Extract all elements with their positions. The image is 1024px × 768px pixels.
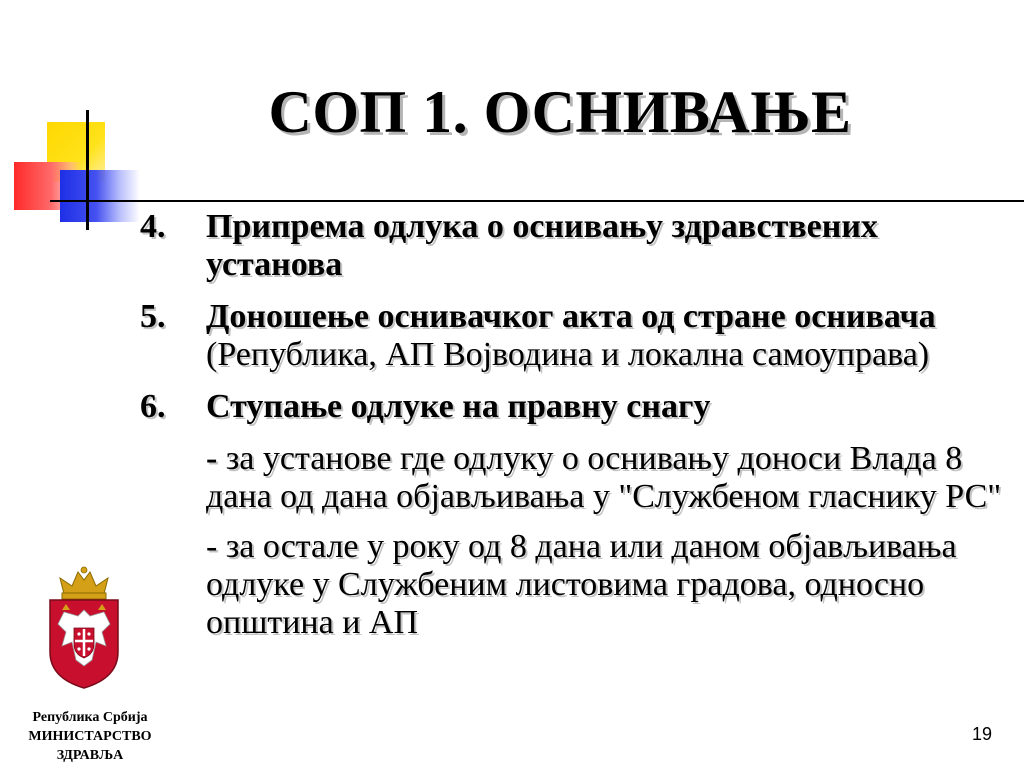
sub-item-text: за остале у року од 8 дана или даном објављивања одлуке у Службеним листовима градова, односно општина и АП [206, 528, 957, 641]
list-item [140, 388, 1020, 426]
item-number: 5. [140, 298, 166, 335]
item-number: 4. [140, 208, 166, 245]
ministry-label: Република Србија МИНИСТАРСТВО ЗДРАВЉА [28, 710, 152, 763]
item-bold-text: Припрема одлука о оснивању здравствених установа [206, 208, 878, 283]
serbian-coat-of-arms-icon [40, 566, 128, 691]
decorative-squares [0, 100, 160, 240]
blue-square [60, 170, 140, 222]
item-number: 6. [140, 388, 166, 425]
item-normal-text: (Република, АП Војводина и локална самоуправа) [206, 336, 930, 373]
sub-item [206, 440, 1020, 516]
item-bold-text: Ступање одлуке на правну снагу [206, 388, 711, 425]
item-bold-text: Доношење оснивачког акта од стране оснивача [206, 298, 936, 335]
list-item [140, 298, 1020, 374]
list-item [140, 208, 1020, 284]
sub-item [206, 528, 1020, 642]
slide-body [140, 208, 1020, 654]
vertical-rule [86, 110, 89, 230]
slide-title: СОП 1. ОСНИВАЊЕ [268, 79, 852, 145]
title-underline-rule [50, 200, 1024, 202]
page-number: 19 [971, 724, 992, 744]
sub-item-dash: - [206, 528, 226, 565]
sub-item-text: за установе где одлуку о оснивању доноси Влада 8 дана од дана објављивања у "Службеном гласнику РС" [206, 440, 1002, 515]
sub-item-dash: - [206, 440, 218, 477]
